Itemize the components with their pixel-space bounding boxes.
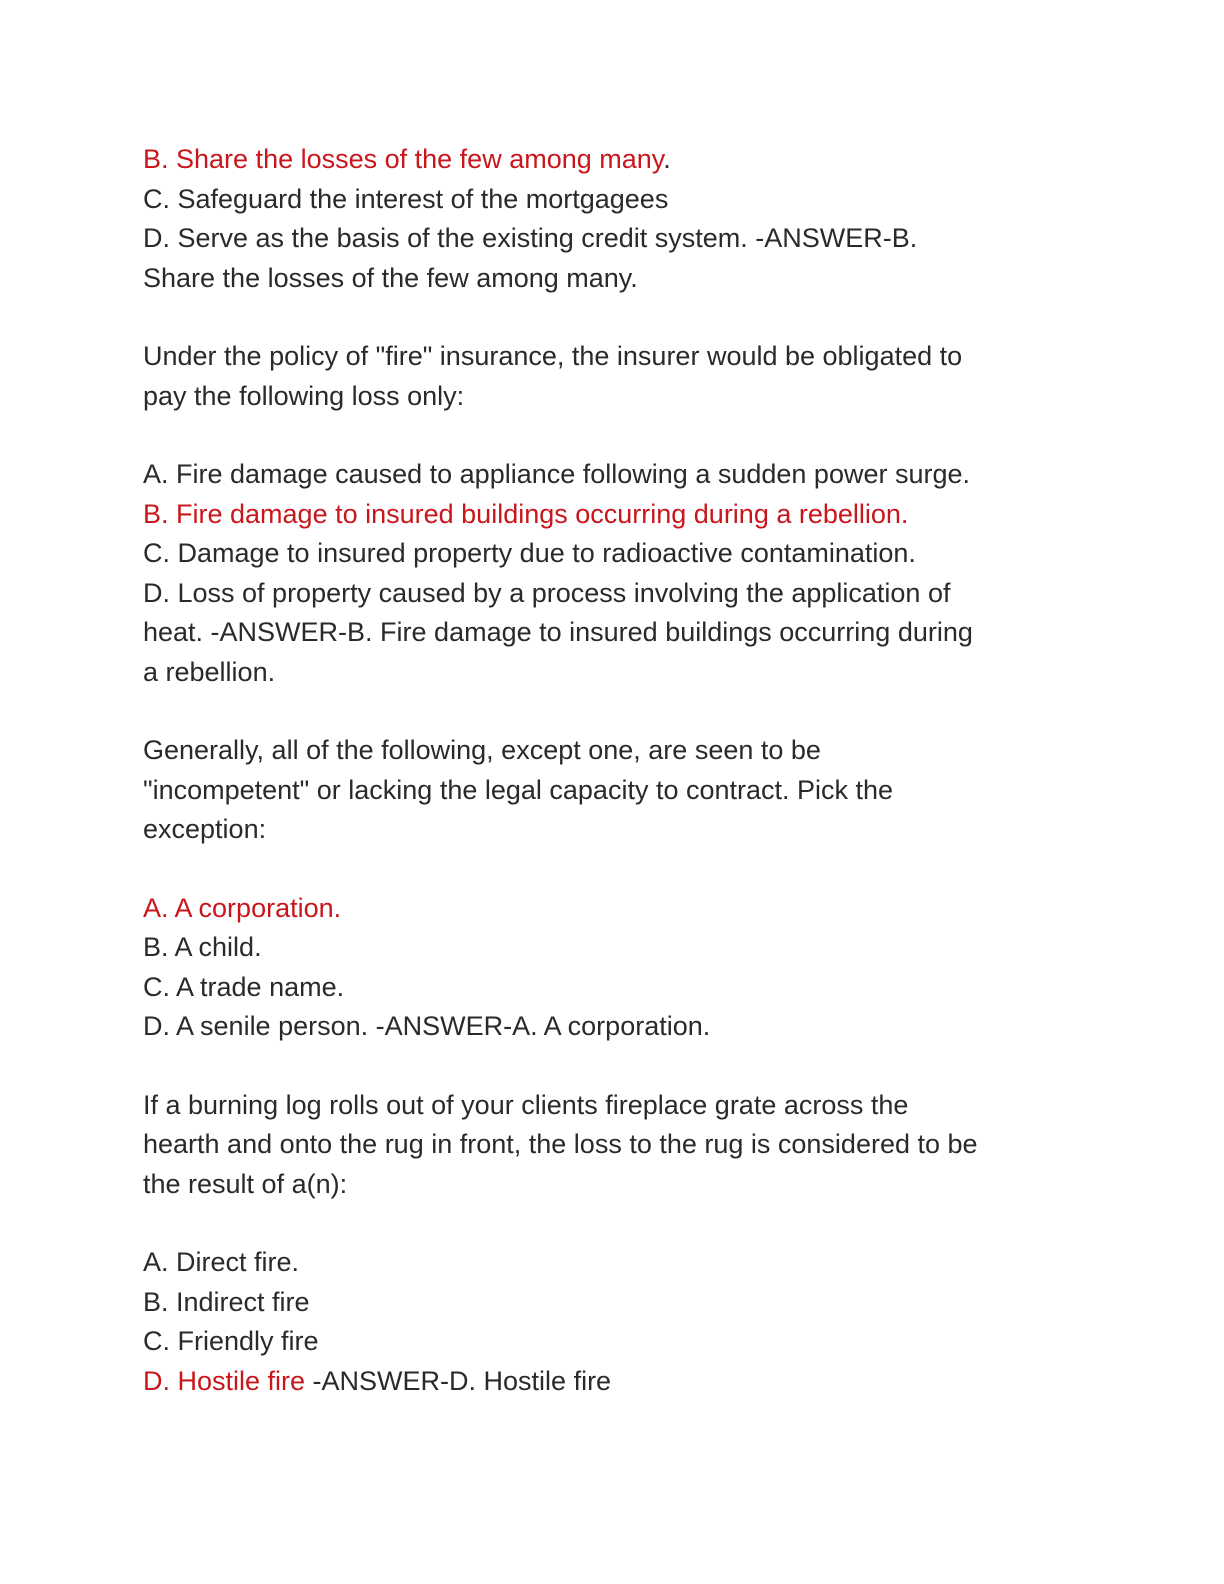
q4-question-line3: the result of a(n):	[143, 1168, 348, 1199]
q3-option-a: A. A corporation.	[143, 892, 342, 923]
q2-option-d-line2: heat. -ANSWER-B. Fire damage to insured buildings occurring during	[143, 617, 973, 647]
paragraph-spacer	[143, 416, 1103, 455]
q2-question-line1: Under the policy of "fire" insurance, the insurer would be obligated to	[143, 341, 963, 371]
paragraph-spacer	[143, 1047, 1103, 1086]
q1-option-b-period: .	[663, 144, 671, 174]
q1-option-d-line1: D. Serve as the basis of the existing credit system. -ANSWER-B.	[143, 223, 918, 253]
q3-question-line1: Generally, all of the following, except one, are seen to be	[143, 735, 821, 765]
q3-option-b: B. A child.	[143, 932, 262, 962]
q1-option-b	[143, 140, 1103, 180]
q4-question-line2: hearth and onto the rug in front, the loss to the rug is considered to be	[143, 1129, 978, 1159]
q2-option-b: B. Fire damage to insured buildings occurring during a rebellion.	[143, 498, 909, 529]
q1-option-c: C. Safeguard the interest of the mortgagees	[143, 183, 669, 214]
q2-option-d-line3: a rebellion.	[143, 656, 276, 687]
q1-option-d-line2: Share the losses of the few among many.	[143, 262, 638, 293]
q4-option-a: A. Direct fire.	[143, 1247, 300, 1277]
paragraph-spacer	[143, 298, 1103, 337]
q4-option-c: C. Friendly fire	[143, 1326, 319, 1356]
q2-option-c: C. Damage to insured property due to radioactive contamination.	[143, 538, 916, 568]
document-body	[143, 140, 1103, 1401]
q3-option-c: C. A trade name.	[143, 971, 345, 1002]
q2-question-line2: pay the following loss only:	[143, 380, 465, 411]
q3-question-line3: exception:	[143, 814, 267, 844]
q4-option-d	[143, 1362, 1103, 1402]
paragraph-spacer	[143, 692, 1103, 731]
q2-option-a: A. Fire damage caused to appliance following a sudden power surge.	[143, 459, 971, 489]
q4-option-b: B. Indirect fire	[143, 1286, 310, 1317]
q2-option-d-line1: D. Loss of property caused by a process involving the application of	[143, 577, 951, 608]
q1-option-b-text: B. Share the losses of the few among many	[143, 144, 664, 174]
q4-option-d-text: D. Hostile fire	[143, 1365, 306, 1396]
q4-question-line1: If a burning log rolls out of your clients fireplace grate across the	[143, 1089, 909, 1120]
q4-answer: -ANSWER-D. Hostile fire	[305, 1365, 612, 1396]
paragraph-spacer	[143, 850, 1103, 889]
paragraph-spacer	[143, 1204, 1103, 1243]
q3-option-d: D. A senile person. -ANSWER-A. A corporation.	[143, 1011, 711, 1041]
q3-question-line2: "incompetent" or lacking the legal capacity to contract. Pick the	[143, 774, 894, 805]
